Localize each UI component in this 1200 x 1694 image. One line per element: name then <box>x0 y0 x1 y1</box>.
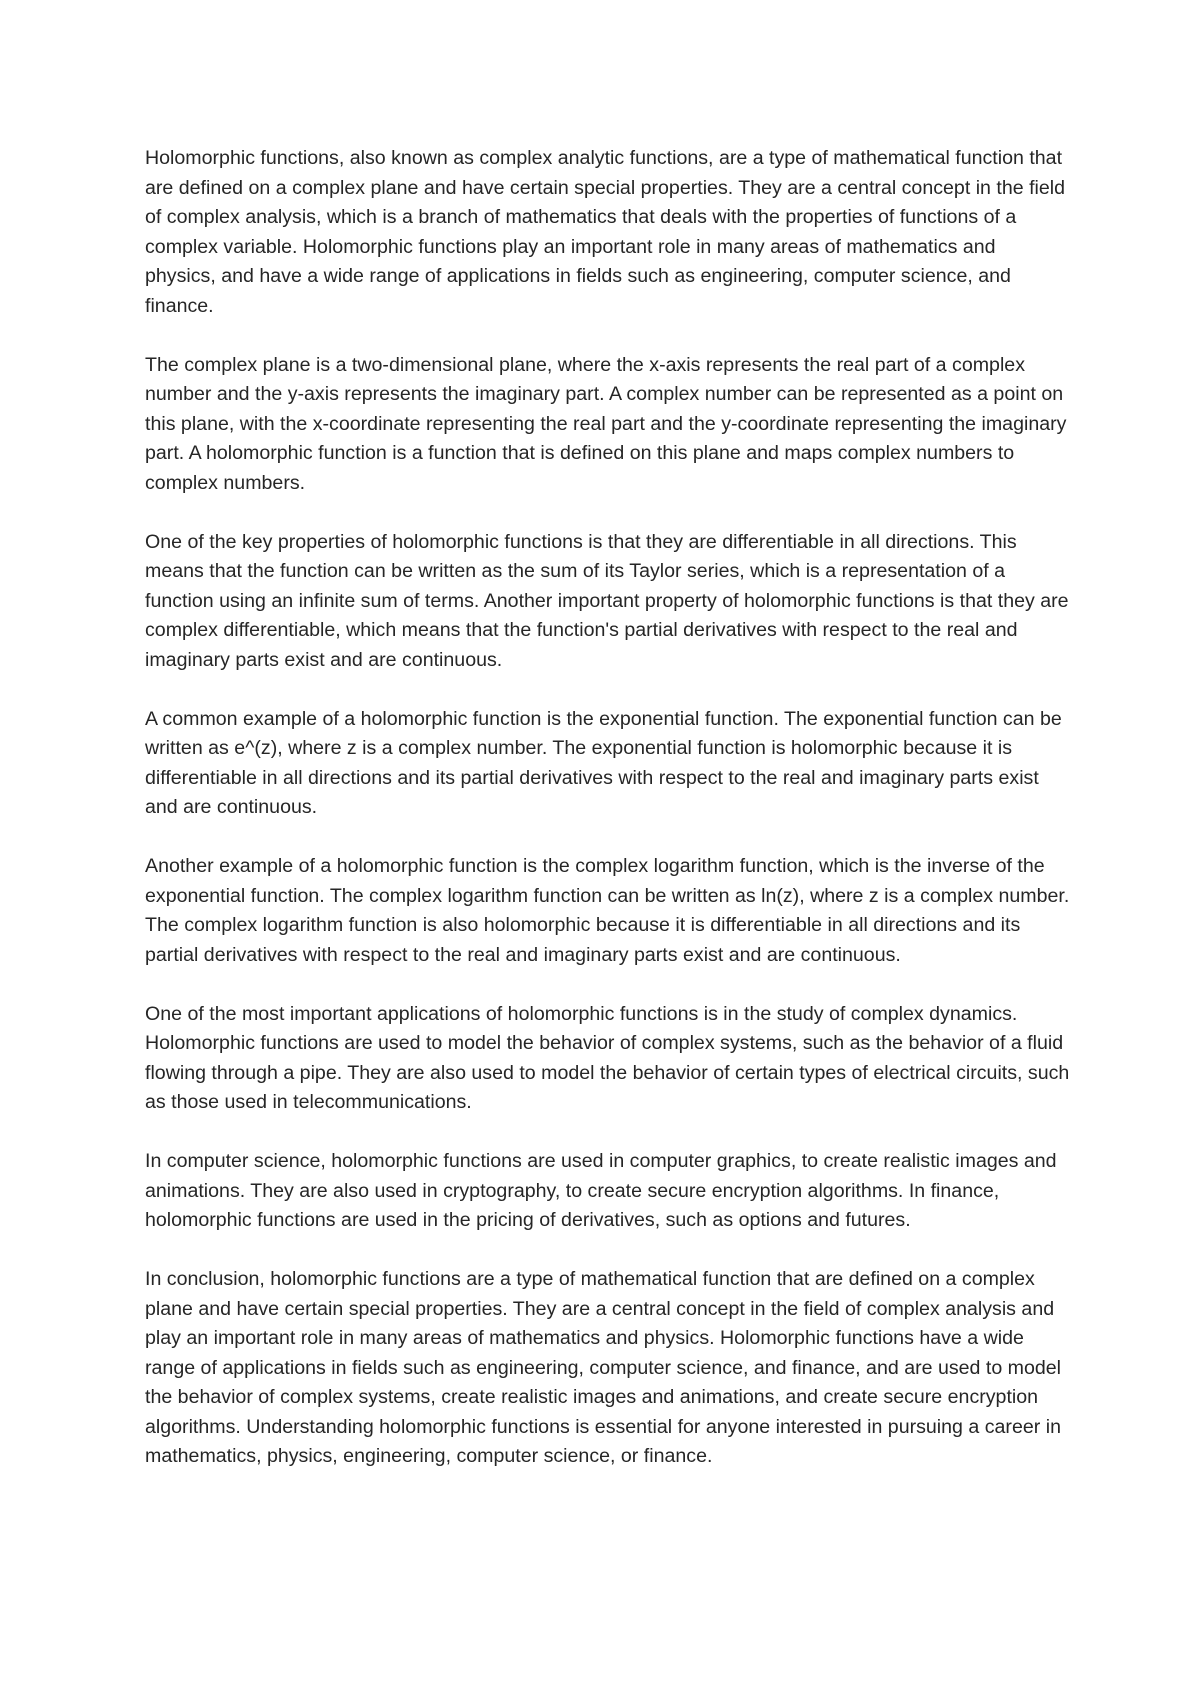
paragraph-applications-dynamics: One of the most important applications of holomorphic functions is in the study of complex dynamics. Holomorphic functions are used to model the behavior of complex systems, such as the behavior of a fluid flowing through a pipe. They are also used to model the behavior of certain types of electrical circuits, such as those used in telecommunications. <box>145 1002 1070 1113</box>
paragraph-key-properties: One of the key properties of holomorphic functions is that they are differentiable in all directions. This means that the function can be written as the sum of its Taylor series, which is a representation of a function using an infinite sum of terms. Another important property of holomorphic functions is that they are complex differentiable, which means that the function's partial derivatives with respect to the real and imaginary parts exist and are continuous. <box>145 530 1069 671</box>
paragraph-applications-cs-finance: In computer science, holomorphic functions are used in computer graphics, to create realistic images and animations. They are also used in cryptography, to create secure encryption algorithms. In finance, holomorphic functions are used in the pricing of derivatives, such as options and futures. <box>145 1150 1057 1231</box>
paragraph-exponential-example: A common example of a holomorphic function is the exponential function. The exponential function can be written as e^(z), where z is a complex number. The exponential function is holomorphic because it is differentiable in all directions and its partial derivatives with respect to the real and imaginary parts exist and are continuous. <box>145 707 1062 818</box>
paragraph-conclusion: In conclusion, holomorphic functions are a type of mathematical function that are defined on a complex plane and have certain special properties. They are a central concept in the field of complex analysis and play an important role in many areas of mathematics and physics. Holomorphic functions have a wide range of applications in fields such as engineering, computer science, and finance, and are used to model the behavior of complex systems, create realistic images and animations, and create secure encryption algorithms. Understanding holomorphic functions is essential for anyone interested in pursuing a career in mathematics, physics, engineering, computer science, or finance. <box>145 1268 1062 1467</box>
document-body <box>145 144 1070 1472</box>
paragraph-intro: Holomorphic functions, also known as complex analytic functions, are a type of mathematical function that are defined on a complex plane and have certain special properties. They are a central concept in the field of complex analysis, which is a branch of mathematics that deals with the properties of functions of a complex variable. Holomorphic functions play an important role in many areas of mathematics and physics, and have a wide range of applications in fields such as engineering, computer science, and finance. <box>145 147 1066 317</box>
paragraph-logarithm-example: Another example of a holomorphic function is the complex logarithm function, which is the inverse of the exponential function. The complex logarithm function can be written as ln(z), where z is a complex number. The complex logarithm function is also holomorphic because it is differentiable in all directions and its partial derivatives with respect to the real and imaginary parts exist and are continuous. <box>145 855 1070 966</box>
paragraph-complex-plane: The complex plane is a two-dimensional plane, where the x-axis represents the real part of a complex number and the y-axis represents the imaginary part. A complex number can be represented as a point on this plane, with the x-coordinate representing the real part and the y-coordinate representing the imaginary part. A holomorphic function is a function that is defined on this plane and maps complex numbers to complex numbers. <box>145 353 1067 494</box>
